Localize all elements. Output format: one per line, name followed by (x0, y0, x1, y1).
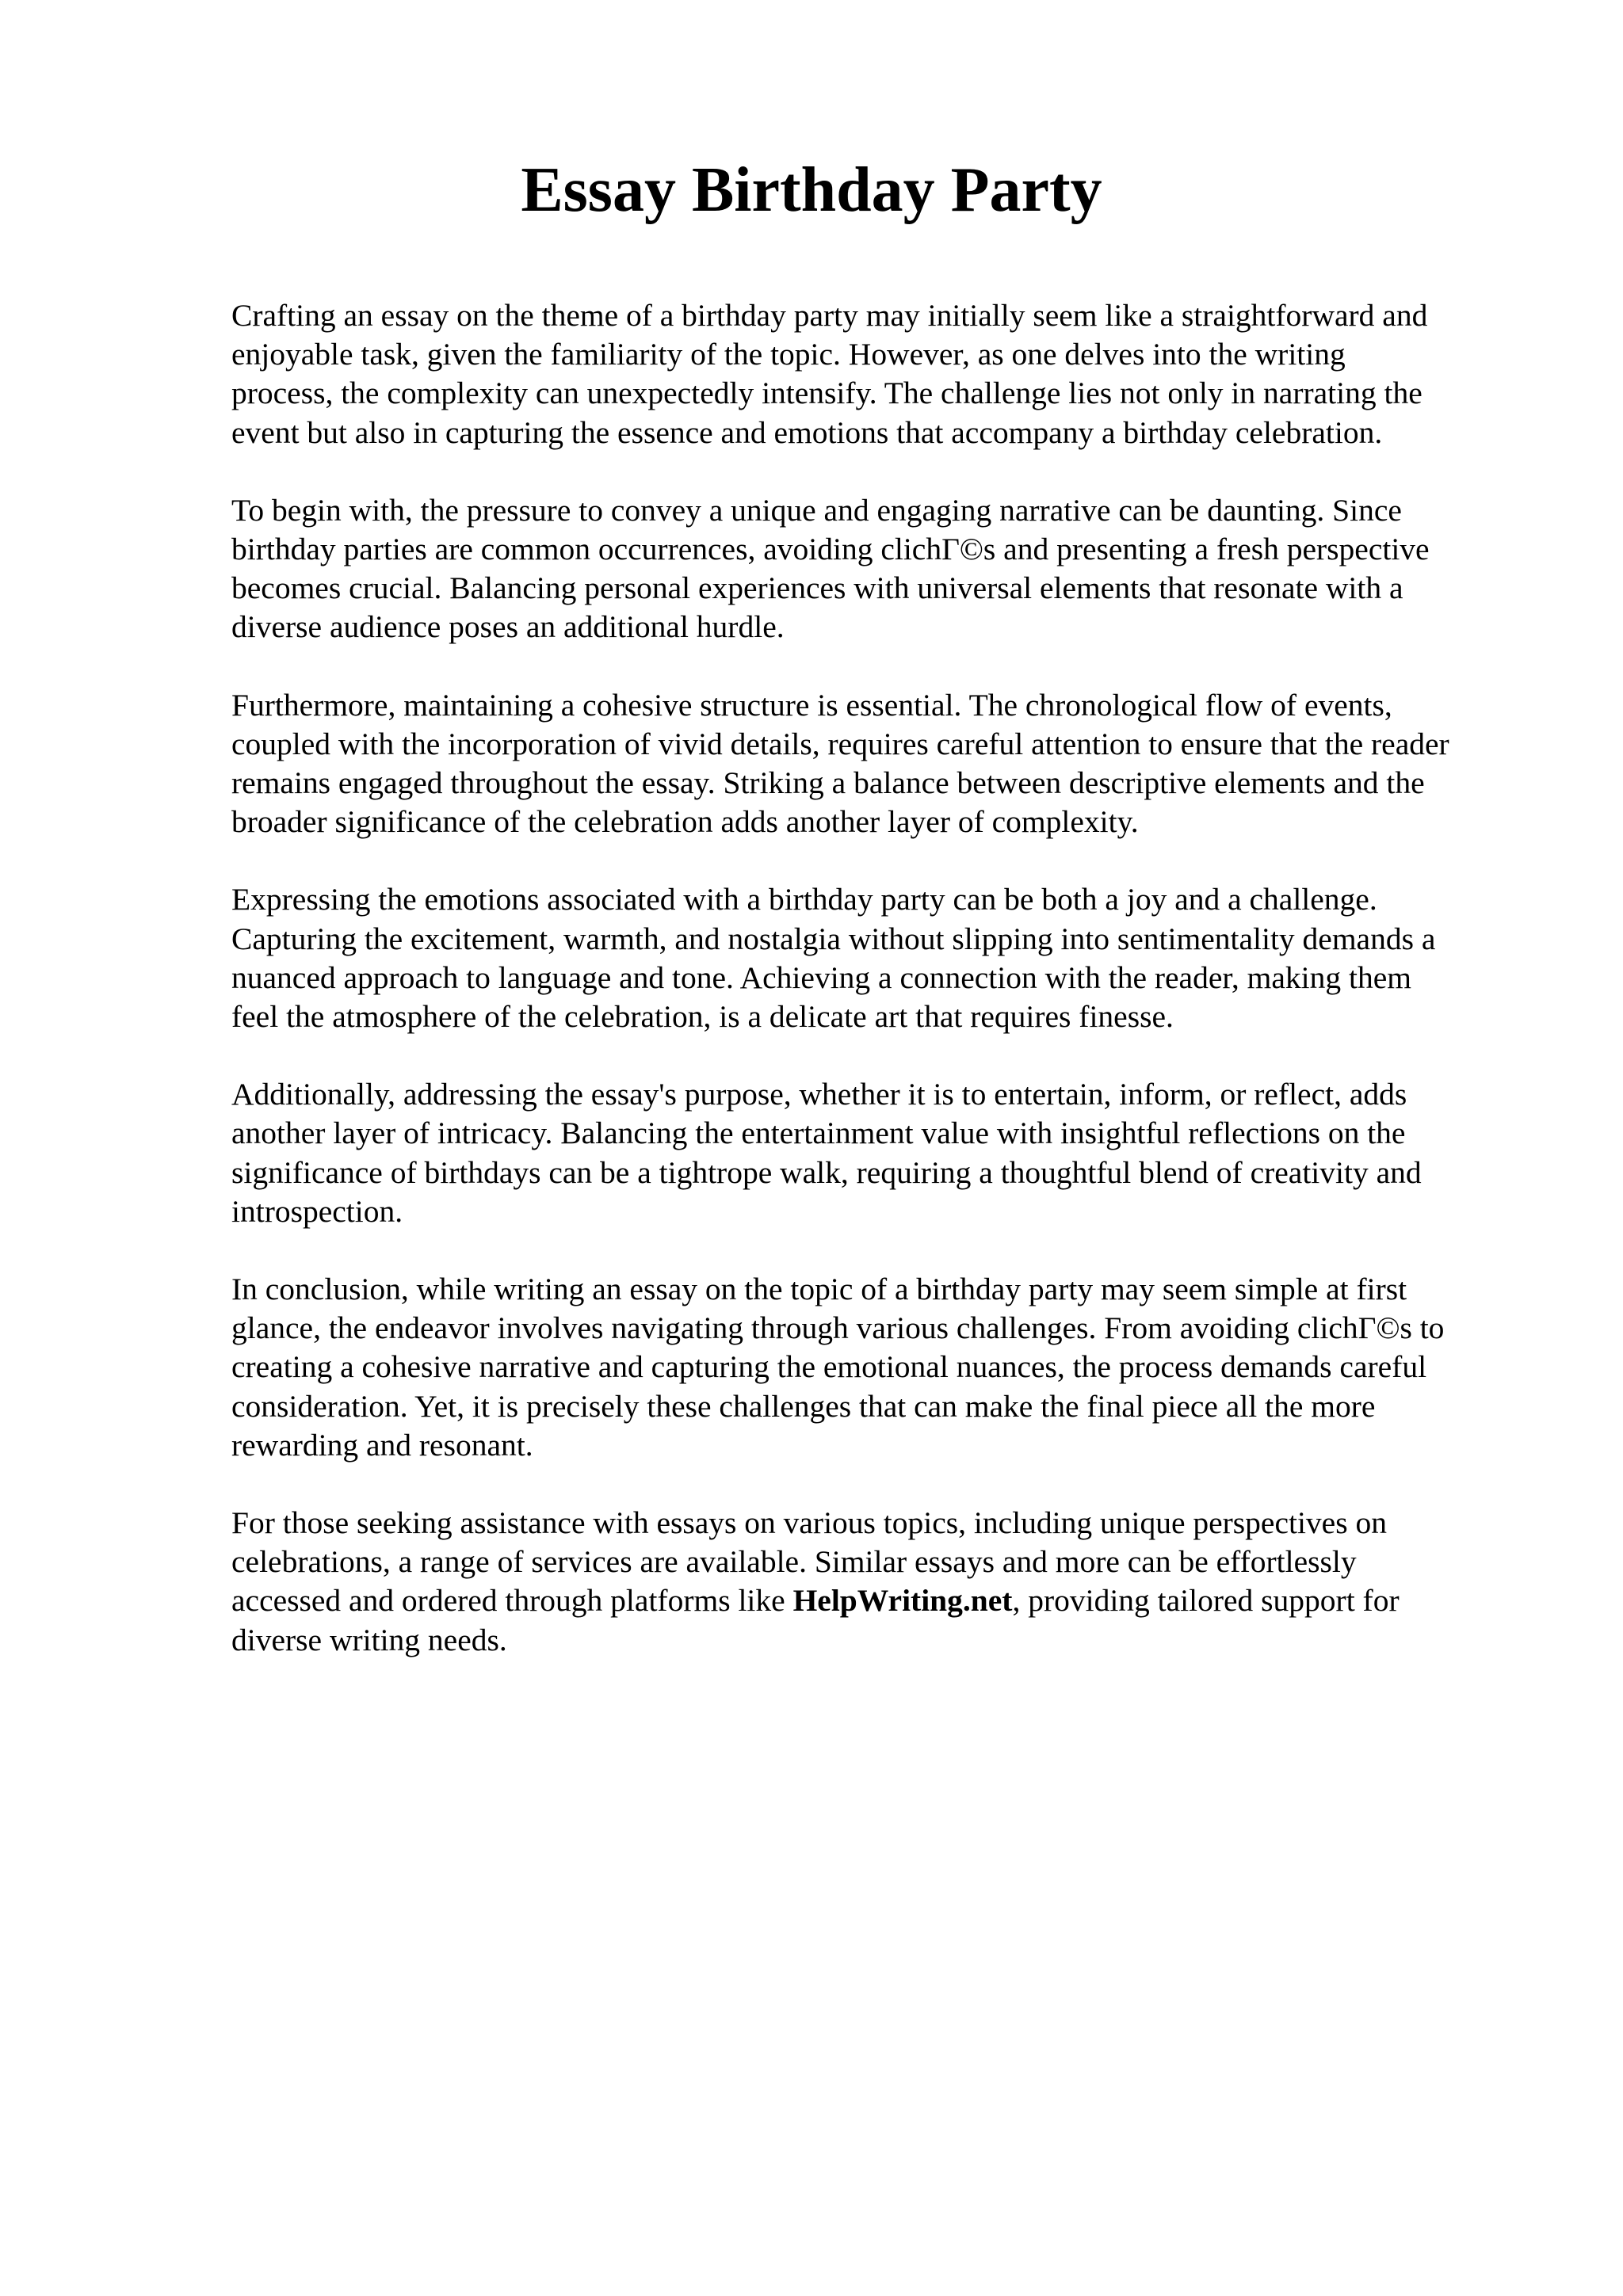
text-line: broader significance of the celebration adds another layer of complexity. (231, 804, 1139, 840)
text-line: birthday parties are common occurrences, avoiding clichΓ©s and presenting a fresh perspective (231, 532, 1430, 567)
text-line: diverse writing needs. (231, 1622, 507, 1657)
text-line: Capturing the excitement, warmth, and nostalgia without slipping into sentimentality demands a (231, 921, 1436, 956)
text-line-with-link (231, 1581, 1515, 1620)
text-line: introspection. (231, 1193, 403, 1229)
text-line: feel the atmosphere of the celebration, is a delicate art that requires finesse. (231, 999, 1174, 1035)
text-line: becomes crucial. Balancing personal experiences with universal elements that resonate with a (231, 570, 1403, 606)
text-line: rewarding and resonant. (231, 1427, 533, 1463)
closing-text-after-link: , providing tailored support for (1012, 1583, 1400, 1619)
text-line: coupled with the incorporation of vivid details, requires careful attention to ensure that the reader (231, 726, 1449, 761)
text-line: To begin with, the pressure to convey a unique and engaging narrative can be daunting. Since (231, 492, 1402, 528)
text-line: consideration. Yet, it is precisely these challenges that can make the final piece all the more (231, 1388, 1376, 1424)
text-line: diverse audience poses an additional hurdle. (231, 609, 785, 645)
text-line: Crafting an essay on the theme of a birthday party may initially seem like a straightforward and (231, 298, 1428, 333)
text-line: creating a cohesive narrative and capturing the emotional nuances, the process demands careful (231, 1349, 1427, 1385)
closing-text-before-link: accessed and ordered through platforms like (231, 1583, 793, 1619)
paragraph-6 (231, 1270, 1515, 1465)
text-line: Furthermore, maintaining a cohesive structure is essential. The chronological flow of events, (231, 687, 1392, 723)
text-line: celebrations, a range of services are available. Similar essays and more can be effortlessly (231, 1544, 1357, 1580)
text-line: event but also in capturing the essence and emotions that accompany a birthday celebration. (231, 414, 1383, 450)
helpwriting-link[interactable]: HelpWriting.net (792, 1583, 1013, 1619)
text-line: remains engaged throughout the essay. Striking a balance between descriptive elements and the (231, 765, 1425, 801)
paragraph-3 (231, 686, 1515, 842)
text-line: In conclusion, while writing an essay on the topic of a birthday party may seem simple at first (231, 1272, 1407, 1307)
text-line: For those seeking assistance with essays on various topics, including unique perspectives on (231, 1505, 1387, 1541)
essay-body (231, 296, 1515, 1699)
text-line: nuanced approach to language and tone. Achieving a connection with the reader, making them (231, 959, 1412, 995)
text-line: significance of birthdays can be a tightrope walk, requiring a thoughtful blend of creativity and (231, 1154, 1422, 1190)
paragraph-1 (231, 296, 1515, 452)
text-line: process, the complexity can unexpectedly intensify. The challenge lies not only in narrating the (231, 376, 1423, 411)
paragraph-4 (231, 880, 1515, 1036)
paragraph-5 (231, 1075, 1515, 1231)
text-line: another layer of intricacy. Balancing the entertainment value with insightful reflections on the (231, 1116, 1406, 1151)
text-line: glance, the endeavor involves navigating through various challenges. From avoiding clichΓ©s to (231, 1310, 1445, 1346)
closing-paragraph (231, 1504, 1515, 1660)
text-line: enjoyable task, given the familiarity of the topic. However, as one delves into the writing (231, 337, 1346, 372)
page-title: Essay Birthday Party (521, 155, 1102, 225)
text-line: Additionally, addressing the essay's purpose, whether it is to entertain, inform, or reflect, adds (231, 1077, 1407, 1112)
text-line: Expressing the emotions associated with a birthday party can be both a joy and a challenge. (231, 882, 1377, 917)
paragraph-2 (231, 491, 1515, 647)
